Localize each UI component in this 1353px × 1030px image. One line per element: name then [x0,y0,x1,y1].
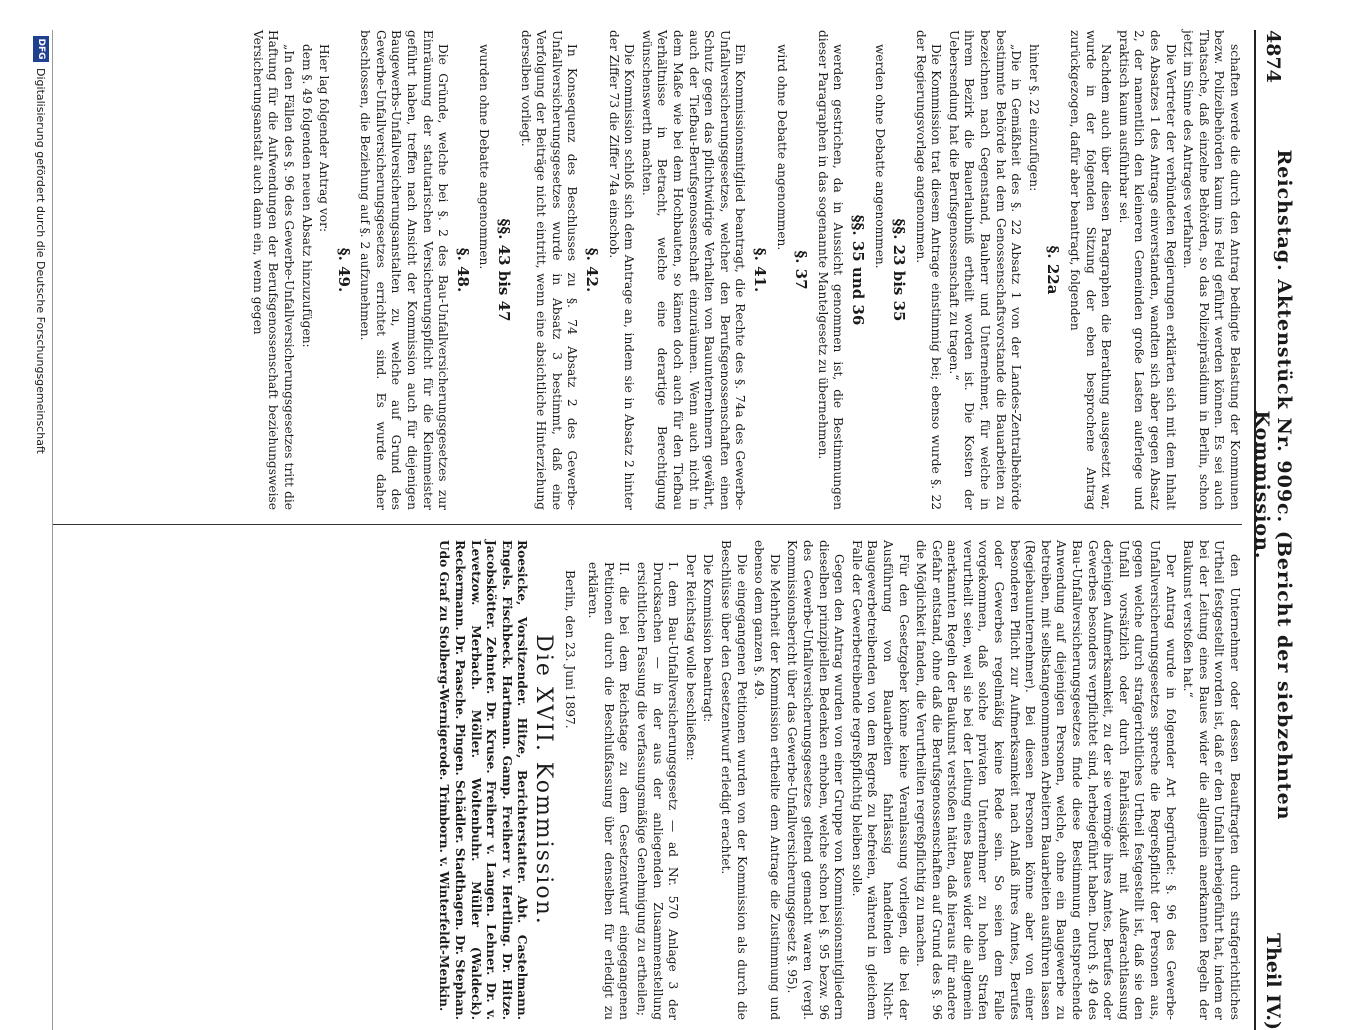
part-label: Theil IV.) [1262,932,1284,1030]
paragraph: Der Reichstag wolle beschließen: [683,554,698,761]
paragraph: Der Antrag wurde in folgender Art begründet: §. 96 des Gewerbe-Unfallversicherungsgesetzes spreche die Regreßpflicht der Personen aus, gegen welche durch strafgerichtliches Urtheil festgestellt ist, daß sie den Unfall vorsätzlich oder durch Fahrlässigkeit mit Außerachtlassung derjenigen Aufmerksamkeit, zu der sie vermöge ihres Amtes, Berufes oder Gewerbes besonders verpflichtet sind, herbeigeführt haben. Durch §. 49 des Bau-Unfallversicherungsgesetzes finde diese Bestimmung entsprechende Anwendung auf diejenigen Personen, welche, ohne ein Baugewerbe zu betreiben, mit selbstangenommenen Arbeitern Bauarbeiten ausführen lassen (Regiebauunternehmer). Bei diesen Personen könne aber von einer besonderen Pflicht zur Aufmerksamkeit nach Anlaß ihres Amtes, Berufes oder Gewerbes regelmäßig keine Rede sein. So seien dem Falle vorgekommen, daß solche privaten Unternehmer zu hohen Strafen verurtheilt seien, weil sie bei der Leitung eines Baues wider die allgemein anerkannten Regeln der Baukunst verstoßen hätten, daß hieraus für andere Gefahr entstand, ohne daß die Berufsgenossenschaften auf Grund des §. 96 die Möglichkeit fanden, die Verurtheilten regreßpflichtig zu machen. [914,540,1178,1020]
paragraph: werden ohne Debatte angenommen. [872,44,887,269]
paragraph: Die Kommission beantragt: [701,554,716,723]
paragraph: „Die in Gemäßheit des §. 22 Absatz 1 von der Landes-Zentralbehörde bestimmte Behörde hat dem Genossenschaftsvorstande die Bauarbeiten zu bezeichnen nach Gegenstand, Bauherr und Unternehmer, für welche in ihrem Bezirk die Bauerlaubniß ertheilt worden ist. Die Kosten der Uebersendung hat die Berufsgenossenschaft zu tragen.“ [946,30,1024,510]
footer-text: Digitalisierung gefördert durch die Deutsche Forschungsgemeinschaft [34,68,48,454]
paragraph: Nachdem auch über diesen Paragraphen die Berathung ausgesetzt war, wurde in der folgenden Sitzung der eben besprochene Antrag zurückgezogen, dafür aber beantragt, folgenden [1068,30,1114,510]
page-header [1251,30,1295,1030]
paragraph: dem §. 49 folgenden neuen Absatz hinzuzufügen: [299,44,314,348]
commission-heading: Die XVII. Kommission. [531,634,557,926]
paragraph: Hier lag folgender Antrag vor: [317,44,332,233]
document-page [30,30,1295,1030]
paragraph: schaften werde die durch den Antrag bedingte Belastung der Kommunen bezw. Polizeibehörden kaum ins Feld geführt werden können. Es sei auch Thatsache, daß einzelne Behörden, so das Polizeipräsidium in Berlin, schon jetzt im Sinne des Antrages verfahren. [1181,30,1242,510]
paragraph: Berlin, den 23. Juni 1897. [562,570,577,729]
paragraph: hinter §. 22 einzufügen: [1026,44,1041,192]
title-sub: (Bericht der siebzehnten Kommission. [1251,410,1295,821]
paragraph: In Konsequenz des Beschlusses zu §. 74 Absatz 2 des Gewerbe-Unfallversicherungsgesetzes wurde in Absatz 3 bestimmt, daß eine Verfolgung der Beiträge nicht eintritt, wenn eine absichtliche Hinterziehung derselben vorliegt. [518,30,580,510]
paragraph: Roesicke, Vorsitzender. Hitze, Berichterstatter. Abt. Castelmann. Engels. Fischbeck. Hartmann. Gamp. Freiherr v. Hertling. Dr. Hitze. Jacobskötter. Zehnter. Dr. Kruse. Freiherr v. Langen. Lehner. Dr. v. Levetzow. Merbach. Möller. Woltenbuhr. Müller (Waldeck). Reckermann. Dr. Paasche. Pingen. Schädler. Stadthagen. Dr. Stephan. Udo Graf zu Stolberg-Wernigerode. Trimborn. v. Winterfeldt-Menkin. [437,540,530,1020]
paragraph: Ein Kommissionsmitglied beantragt, die Rechte des §. 74a des Gewerbe-Unfallversicherungsgesetzes, welcher den Berufsgenossenschaften einen Schutz gegen das pflichtwidrige Verhalten von Bauunternehmern gewährt, auch der Tiefbau-Berufsgenossenschaft einzuräumen. Wenn auch nicht in dem Maße wie bei dem Hochbauten, so kämen doch auch für den Tiefbau Verhältnisse in Betracht, welche eine derartige Berechtigung wünschenswerth machten. [639,30,748,510]
section-heading: §. 48. [453,247,472,293]
paragraph: II. die bei dem Reichstage zu dem Gesetzentwurf eingegangenen Petitionen durch die Beschlußfassung über denselben für erledigt zu erklären. [586,562,632,1020]
section-heading: §. 22a [1044,245,1063,295]
section-heading: §. 49. [334,247,353,293]
section-heading: §§. 35 und 36 [848,214,867,326]
section-heading: §. 41. [750,247,769,293]
section-heading: §§. 23 bis 35 [890,218,909,322]
section-heading: §§. 43 bis 47 [495,218,514,322]
title-main: Reichstag. Aktenstück Nr. 909c. [1273,149,1295,524]
section-heading: §. 37 [792,250,811,290]
left-column [247,30,1242,510]
paragraph: Die eingegangenen Petitionen wurden von der Kommission als durch die Beschlüsse über den Gesetzentwurf erledigt erachtet. [719,540,749,1020]
paragraph: Die Kommission trat diesem Antrage einstimmig bei; ebenso wurde §. 22 der Regierungsvorlage angenommen. [913,30,944,510]
dfg-logo: DFG [33,36,49,62]
section-heading: §. 42. [583,247,602,293]
paragraph: Für den Gesetzgeber könne keine Veranlassung vorliegen, die bei der Ausführung von Bauarbeiten fahrlässig handelnden Nicht-Baugewerbetreibenden von dem Regreß zu befreien, während in gleichem Falle der Gewerbetreibende regreßpflichtig bleiben solle. [849,540,911,1020]
paragraph: den Unternehmer oder dessen Beauftragten durch strafgerichtliches Urtheil festgestellt worden ist, daß er den Unfall herbeigeführt hat, indem er bei der Leitung eines Baues wider die allgemein anerkannten Regeln der Baukunst verstoßen hat.“ [1181,540,1242,1020]
right-column [434,540,1242,1020]
document-title [1251,100,1295,870]
paragraph: wird ohne Debatte angenommen. [774,44,789,251]
column-divider [52,524,1242,525]
paragraph: Die Vertreter der verbündeten Regierungen erklärten sich mit dem Inhalt des Absatzes 1 des Antrags einverstanden, wandten sich aber gegen Absatz 2, der namentlich den kleineren Gemeinden große Lasten auferlege und praktisch kaum ausführbar sei. [1116,30,1178,510]
page-number: 4874 [1262,30,1284,83]
paragraph: I. dem Bau-Unfallversicherungsgesetz — ad Nr. 570 Anlage 3 der Drucksachen — in der aus der anliegenden Zusammenstellung ersichtlichen Fassung die verfassungsmäßige Genehmigung zu ertheilen; [635,562,681,1020]
digitization-footer [30,30,53,1030]
paragraph: Die Mehrheit der Kommission ertheilte dem Antrage die Zustimmung und ebenso dem ganzen §. 49. [752,540,782,1020]
paragraph: Die Gründe, welche bei §. 2 des Bau-Unfallversicherungsgesetzes zur Einräumung der statutarischen Versicherungspflicht für die Kleinmeister geführt haben, treffen nach Ansicht der Kommission auch für diejenigen Baugewerbs-Unfallversicherungsanstalten zu, welche auf Grund des Gewerbe-Unfallversicherungsgesetzes errichtet sind. Es wurde daher beschlossen, die Beziehung auf §. 2 aufzunehmen. [358,30,451,510]
paragraph: Gegen den Antrag wurden von einer Gruppe von Kommissionsmitgliedern dieselben prinzipiellen Bedenken erhoben, welche schon bei §. 95 bezw. 96 des Gewerbe-Unfallversicherungsgesetzes geltend gemacht waren (vergl. Kommissionsbericht über das Gewerbe-Unfallversicherungsgesetz §. 95). [785,540,847,1020]
paragraph: „In den Fällen des §. 96 des Gewerbe-Unfallversicherungsgesetzes tritt die Haftung für die Aufwendungen der Berufsgenossenschaft beziehungsweise Versicherungsanstalt auch dann ein, wenn gegen [250,30,296,510]
paragraph: Die Kommission schloß sich dem Antrage an, indem sie in Absatz 2 hinter der Ziffer 73 die Ziffer 74a einschob. [606,30,637,510]
paragraph: wurden ohne Debatte angenommen. [477,44,492,270]
paragraph: werden gestrichen, da in Aussicht genommen ist, die Bestimmungen dieser Paragraphen in das sogenannte Mantelgesetz zu übernehmen. [815,30,846,510]
